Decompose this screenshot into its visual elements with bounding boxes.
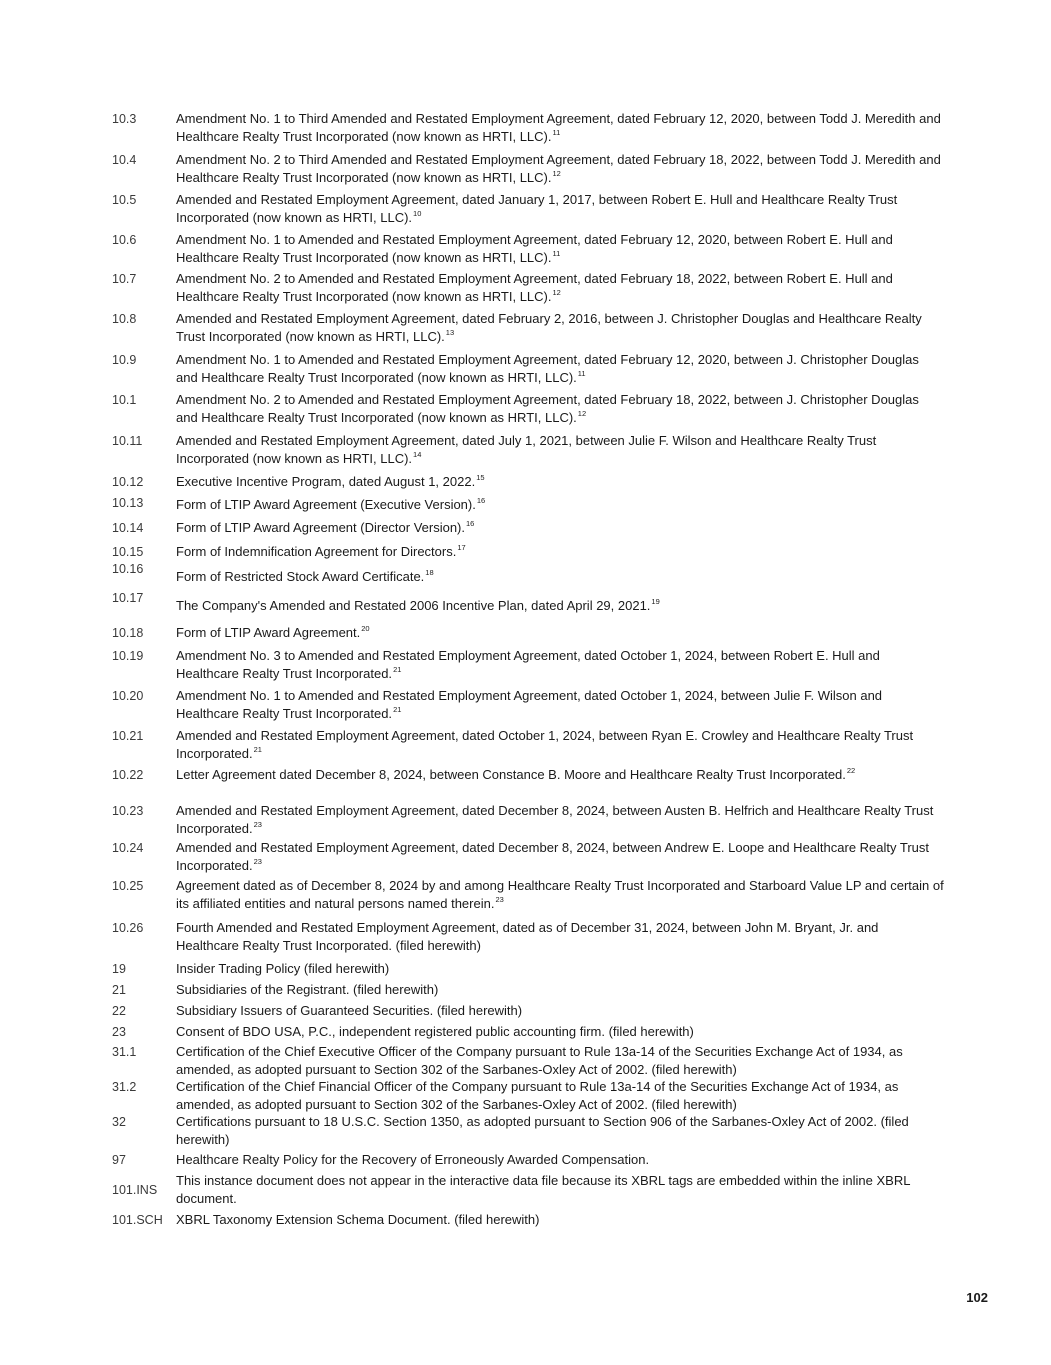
exhibit-description <box>176 1151 944 1169</box>
exhibit-description <box>176 647 944 684</box>
page-number: 102 <box>966 1290 988 1305</box>
exhibit-description-text: Letter Agreement dated December 8, 2024, between Constance B. Moore and Healthcare Realty Trust Incorporated. <box>176 767 846 782</box>
exhibit-number: 10.7 <box>112 272 137 286</box>
exhibit-description <box>176 839 944 876</box>
exhibit-description-text: Subsidiaries of the Registrant. (filed herewith) <box>176 982 439 997</box>
exhibit-description-text: Healthcare Realty Policy for the Recovery of Erroneously Awarded Compensation. <box>176 1152 650 1167</box>
exhibit-number: 10.25 <box>112 879 144 893</box>
exhibit-description <box>176 960 944 978</box>
exhibit-description <box>176 802 944 839</box>
exhibit-description-text: This instance document does not appear in the interactive data file because its XBRL tags are embedded within the inline XBRL document. <box>176 1173 910 1207</box>
exhibit-number: 10.11 <box>112 434 143 448</box>
exhibit-description <box>176 391 944 428</box>
footnote-reference: 12 <box>577 409 587 419</box>
exhibit-number: 21 <box>112 983 126 997</box>
footnote-reference: 12 <box>552 169 561 179</box>
footnote-reference: 11 <box>577 369 586 379</box>
footnote-reference: 22 <box>846 766 856 775</box>
exhibit-description <box>176 766 944 784</box>
footnote-reference: 15 <box>476 473 485 482</box>
exhibit-description <box>176 919 944 956</box>
exhibit-number: 10.18 <box>112 626 144 640</box>
exhibit-description <box>176 351 944 388</box>
exhibit-number: 19 <box>112 962 126 976</box>
exhibit-description-text: Form of LTIP Award Agreement (Director Version). <box>176 520 466 535</box>
exhibit-description-text: Amendment No. 1 to Amended and Restated Employment Agreement, dated February 12, 2020, between J. Christopher Douglas and Healthcare Realty Trust Incorporated (now known as HRTI, LLC). <box>176 352 919 386</box>
exhibit-description-text: Certification of the Chief Financial Officer of the Company pursuant to Rule 13a-14 of the Securities Exchange Act of 1934, as amended, as adopted pursuant to Section 302 of the Sarbanes-Oxley Act of 2002. (filed herewith) <box>176 1079 899 1113</box>
exhibit-description-text: Amendment No. 2 to Third Amended and Restated Employment Agreement, dated February 18, 2022, between Todd J. Meredith and Healthcare Realty Trust Incorporated (now known as HRTI, LLC). <box>176 152 941 186</box>
footnote-reference: 13 <box>445 328 455 338</box>
exhibit-description <box>176 568 944 586</box>
exhibit-number: 10.22 <box>112 768 144 782</box>
footnote-reference: 19 <box>651 597 660 606</box>
exhibit-number: 22 <box>112 1004 126 1018</box>
footnote-reference: 18 <box>425 568 434 577</box>
exhibit-description-text: Amended and Restated Employment Agreement, dated July 1, 2021, between Julie F. Wilson and Healthcare Realty Trust Incorporated (now known as HRTI, LLC). <box>176 433 877 467</box>
exhibit-number: 10.5 <box>112 193 137 207</box>
exhibit-number: 10.20 <box>112 689 144 703</box>
exhibit-description <box>176 310 944 347</box>
exhibit-description <box>176 727 944 764</box>
exhibit-description-text: Amendment No. 2 to Amended and Restated Employment Agreement, dated February 18, 2022, between J. Christopher Douglas and Healthcare Realty Trust Incorporated (now known as HRTI, LLC). <box>176 392 919 426</box>
footnote-reference: 16 <box>466 519 475 528</box>
exhibit-number: 32 <box>112 1115 126 1129</box>
exhibit-description <box>176 1172 944 1209</box>
exhibit-number: 10.23 <box>112 804 144 818</box>
footnote-reference: 11 <box>552 249 561 259</box>
exhibit-description-text: Amendment No. 1 to Amended and Restated Employment Agreement, dated February 12, 2020, between Robert E. Hull and Healthcare Realty Trust Incorporated (now known as HRTI, LLC). <box>176 232 893 266</box>
exhibit-description <box>176 597 944 615</box>
exhibit-number: 10.16 <box>112 562 144 576</box>
exhibit-description-text: Consent of BDO USA, P.C., independent registered public accounting firm. (filed herewith) <box>176 1024 694 1039</box>
exhibit-number: 10.14 <box>112 521 144 535</box>
exhibit-number: 31.1 <box>112 1045 137 1059</box>
exhibit-description-text: Form of Indemnification Agreement for Directors. <box>176 544 457 559</box>
exhibit-description <box>176 1043 944 1080</box>
footnote-reference: 21 <box>253 745 262 755</box>
footnote-reference: 23 <box>253 857 262 867</box>
footnote-reference: 23 <box>495 895 504 905</box>
exhibit-number: 10.4 <box>112 153 137 167</box>
exhibit-number: 10.3 <box>112 112 137 126</box>
exhibit-description <box>176 191 944 228</box>
exhibit-description-text: XBRL Taxonomy Extension Schema Document. (filed herewith) <box>176 1212 540 1227</box>
exhibit-description <box>176 543 944 561</box>
exhibit-description <box>176 231 944 268</box>
exhibit-description-text: Amended and Restated Employment Agreement, dated February 2, 2016, between J. Christopher Douglas and Healthcare Realty Trust Incorporated (now known as HRTI, LLC). <box>176 311 922 345</box>
exhibit-description-text: Amended and Restated Employment Agreement, dated December 8, 2024, between Austen B. Helfrich and Healthcare Realty Trust Incorporated. <box>176 803 934 837</box>
footnote-reference: 14 <box>413 450 422 460</box>
exhibit-description-text: Form of LTIP Award Agreement. <box>176 625 361 640</box>
exhibit-description-text: Form of Restricted Stock Award Certificate. <box>176 569 425 584</box>
exhibit-description <box>176 877 944 914</box>
exhibit-number: 10.15 <box>112 545 144 559</box>
exhibit-number: 10.19 <box>112 649 144 663</box>
exhibit-description <box>176 1113 944 1150</box>
footnote-reference: 10 <box>413 209 422 219</box>
exhibit-number: 10.21 <box>112 729 144 743</box>
exhibit-description <box>176 496 944 514</box>
footnote-reference: 16 <box>476 496 486 505</box>
exhibit-description-text: Amendment No. 3 to Amended and Restated Employment Agreement, dated October 1, 2024, between Robert E. Hull and Healthcare Realty Trust Incorporated. <box>176 648 880 682</box>
exhibit-description <box>176 473 944 491</box>
footnote-reference: 12 <box>552 288 561 298</box>
exhibit-description <box>176 110 944 147</box>
exhibit-number: 10.12 <box>112 475 144 489</box>
footnote-reference: 23 <box>253 820 262 830</box>
exhibit-number: 101.INS <box>112 1183 158 1197</box>
exhibit-number: 10.8 <box>112 312 137 326</box>
exhibit-description-text: Amendment No. 2 to Amended and Restated Employment Agreement, dated February 18, 2022, between Robert E. Hull and Healthcare Realty Trust Incorporated (now known as HRTI, LLC). <box>176 271 893 305</box>
exhibit-number: 10.6 <box>112 233 137 247</box>
exhibit-description-text: Subsidiary Issuers of Guaranteed Securities. (filed herewith) <box>176 1003 523 1018</box>
exhibit-description-text: Amended and Restated Employment Agreement, dated January 1, 2017, between Robert E. Hull and Healthcare Realty Trust Incorporated (now known as HRTI, LLC). <box>176 192 898 226</box>
exhibit-description-text: Amended and Restated Employment Agreement, dated December 8, 2024, between Andrew E. Loope and Healthcare Realty Trust Incorporated. <box>176 840 930 874</box>
exhibit-description-text: Agreement dated as of December 8, 2024 by and among Healthcare Realty Trust Incorporated and Starboard Value LP and certain of its affiliated entities and natural persons named therein. <box>176 878 944 912</box>
exhibit-description-text: The Company's Amended and Restated 2006 Incentive Plan, dated April 29, 2021. <box>176 598 651 613</box>
exhibit-description <box>176 981 944 999</box>
footnote-reference: 17 <box>457 543 466 552</box>
exhibit-description <box>176 1211 944 1229</box>
exhibit-description <box>176 1023 944 1041</box>
exhibit-number: 10.9 <box>112 353 137 367</box>
footnote-reference: 21 <box>393 705 402 715</box>
exhibit-number: 101.SCH <box>112 1213 163 1227</box>
exhibit-description-text: Amendment No. 1 to Amended and Restated Employment Agreement, dated October 1, 2024, between Julie F. Wilson and Healthcare Realty Trust Incorporated. <box>176 688 883 722</box>
exhibit-number: 10.13 <box>112 496 144 510</box>
exhibit-number: 97 <box>112 1153 126 1167</box>
exhibit-description-text: Form of LTIP Award Agreement (Executive Version). <box>176 497 476 512</box>
exhibit-number: 10.17 <box>112 591 144 605</box>
exhibit-description-text: Insider Trading Policy (filed herewith) <box>176 961 390 976</box>
exhibit-description-text: Amendment No. 1 to Third Amended and Restated Employment Agreement, dated February 12, 2020, between Todd J. Meredith and Healthcare Realty Trust Incorporated (now known as HRTI, LLC). <box>176 111 941 145</box>
exhibit-description <box>176 432 944 469</box>
exhibit-description <box>176 1078 944 1115</box>
exhibit-description <box>176 1002 944 1020</box>
exhibit-description <box>176 270 944 307</box>
exhibit-number: 10.24 <box>112 841 144 855</box>
exhibit-description-text: Fourth Amended and Restated Employment Agreement, dated as of December 31, 2024, between John M. Bryant, Jr. and Healthcare Realty Trust Incorporated. (filed herewith) <box>176 920 879 954</box>
exhibit-description-text: Amended and Restated Employment Agreement, dated October 1, 2024, between Ryan E. Crowley and Healthcare Realty Trust Incorporated. <box>176 728 914 762</box>
footnote-reference: 11 <box>552 128 561 138</box>
exhibit-number: 10.26 <box>112 921 144 935</box>
exhibit-description-text: Certification of the Chief Executive Officer of the Company pursuant to Rule 13a-14 of the Securities Exchange Act of 1934, as amended, as adopted pursuant to Section 302 of the Sarbanes-Oxley Act of 2002. (filed herewith) <box>176 1044 903 1078</box>
exhibit-description <box>176 151 944 188</box>
exhibit-description <box>176 519 944 537</box>
exhibit-number: 10.1 <box>112 393 137 407</box>
footnote-reference: 20 <box>361 624 370 633</box>
exhibit-number: 31.2 <box>112 1080 137 1094</box>
exhibit-description-text: Certifications pursuant to 18 U.S.C. Section 1350, as adopted pursuant to Section 906 of the Sarbanes-Oxley Act of 2002. (filed herewith) <box>176 1114 909 1148</box>
exhibit-description-text: Executive Incentive Program, dated August 1, 2022. <box>176 474 476 489</box>
exhibit-number: 23 <box>112 1025 126 1039</box>
exhibit-description <box>176 624 944 642</box>
exhibit-description <box>176 687 944 724</box>
footnote-reference: 21 <box>393 665 402 675</box>
